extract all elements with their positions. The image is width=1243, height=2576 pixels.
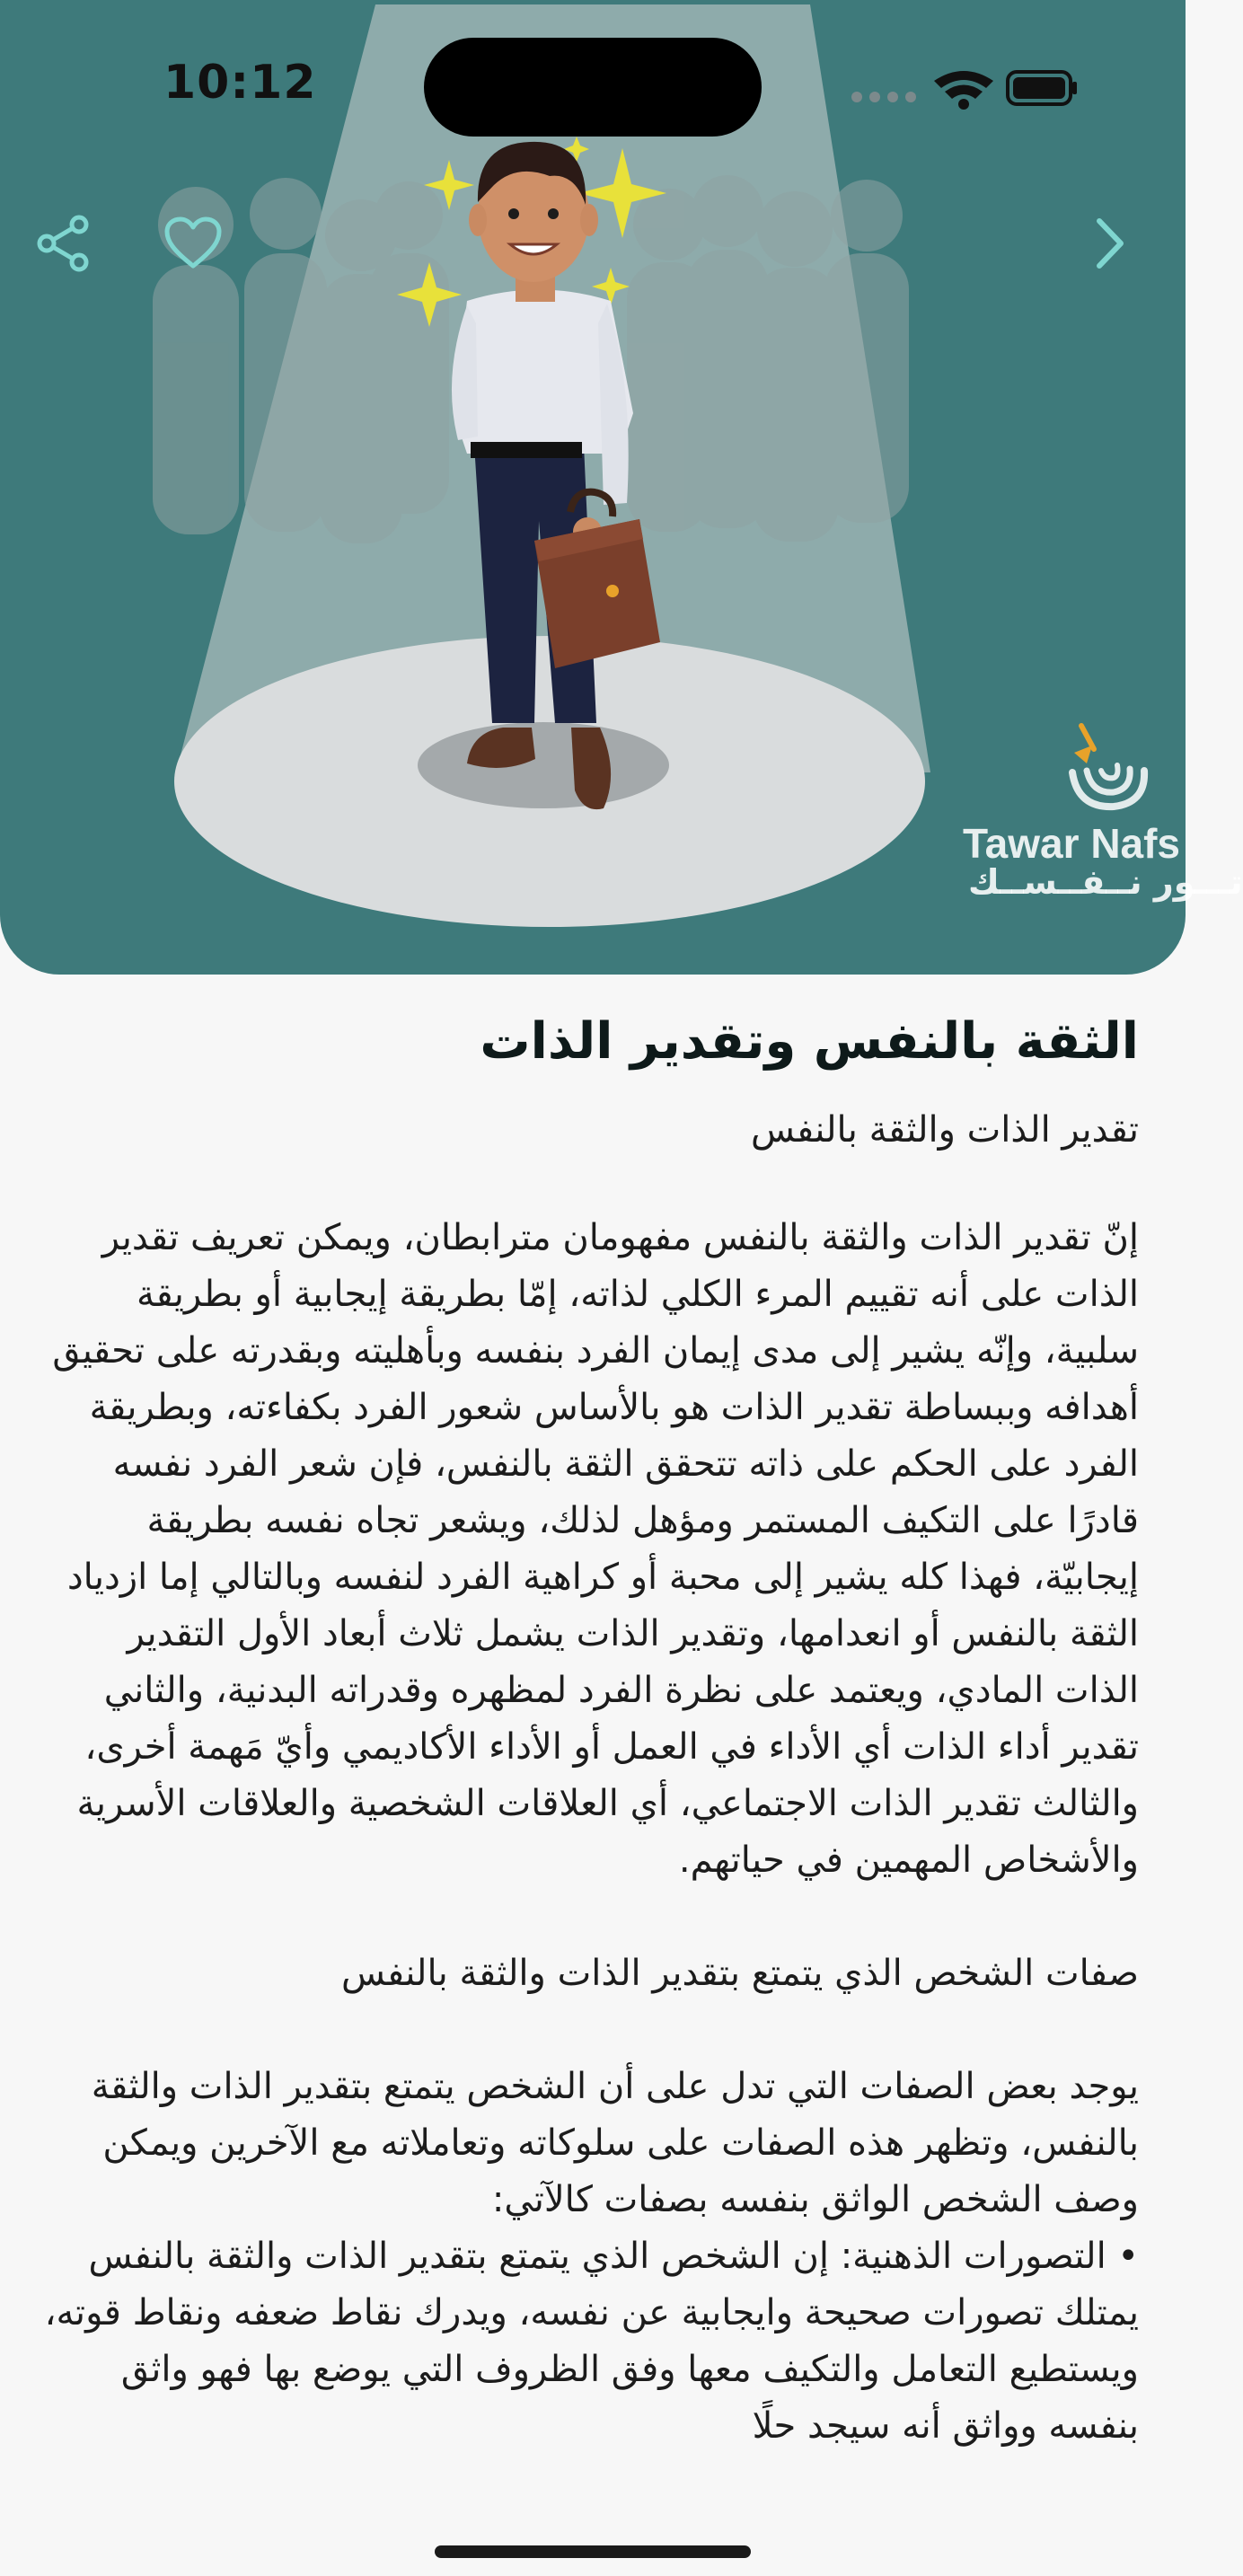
- dynamic-island: [424, 38, 762, 137]
- tawar-nafsak-logo: [956, 719, 1243, 902]
- share-icon: [34, 214, 93, 273]
- article-subtitle: تقدير الذات والثقة بالنفس: [751, 1109, 1139, 1151]
- hero-image: [0, 0, 1243, 975]
- signal-icon: [851, 92, 916, 102]
- share-button[interactable]: [23, 203, 104, 284]
- status-icons: [835, 65, 1078, 110]
- favorite-button[interactable]: [153, 203, 234, 284]
- logo-text-en: Tawar Nafs: [963, 820, 1181, 867]
- heart-icon: [163, 216, 223, 271]
- logo-text-ar: تـــور نــفــســك: [968, 862, 1243, 902]
- battery-icon: [1008, 72, 1077, 104]
- status-time: 10:12: [163, 56, 317, 110]
- article-body: إنّ تقدير الذات والثقة بالنفس مفهومان مترابطان، ويمكن تعريف تقدير الذات على أنه تقييم المرء الكلي لذاته، إمّا بطريقة إيجابية أو بطريقة سلبية، وإنّه يشير إلى مدى إيمان الفرد بنفسه وبأهليته وبقدرته على تحقيق أهدافه وببساطة تقدير الذات هو بالأساس شعور الفرد بكفاءته، وبطريقة الفرد على الحكم على ذاته تتحقق الثقة بالنفس، فإن شعر الفرد نفسه قادرًا على التكيف المستمر ومؤهل لذلك، ويشعر تجاه نفسه بطريقة إيجابيّة، فهذا كله يشير إلى محبة أو كراهية الفرد لنفسه وبالتالي إما ازدياد الثقة بالنفس أو انعدامها، وتقدير الذات يشمل ثلاث أبعاد الأول التقدير الذات المادي، ويعتمد على نظرة الفرد لمظهره وقدراته البدنية، والثاني تقدير أداء الذات أي الأداء في العمل أو الأداء الأكاديمي وأيّ مَهمة أخرى، والثالث تقدير الذات الاجتماعي، أي العلاقات الشخصية والعلاقات الأسرية والأشخاص المهمين في حياتهم. صفات الشخص الذي يتمتع بتقدير الذات والثقة بالنفس يوجد بعض الصفات التي تدل على أن الشخص يتمتع بتقدير الذات والثقة بالنفس، وتظهر هذه الصفات على سلوكاته وتعاملاته مع الآخرين ويمكن وصف الشخص الواثق بنفسه بصفات كالآتي: • التصورات الذهنية: إن الشخص الذي يتمتع بتقدير الذات والثقة بالنفس يمتلك تصورات صحيحة وايجابية عن نفسه، ويدرك نقاط ضعفه ونقاط قوته، ويستطيع التعامل والتكيف معها وفق الظروف التي يوضع بها فهو واثق بنفسه وواثق أنه سيجد حلًا: [44, 1217, 1139, 2447]
- chevron-right-icon: [1087, 214, 1132, 273]
- back-button[interactable]: [1069, 203, 1150, 284]
- article-title: الثقة بالنفس وتقدير الذات: [480, 1012, 1139, 1071]
- logo-swirl-icon: [1054, 719, 1153, 817]
- home-indicator[interactable]: [435, 2545, 751, 2558]
- wifi-icon: [934, 71, 993, 110]
